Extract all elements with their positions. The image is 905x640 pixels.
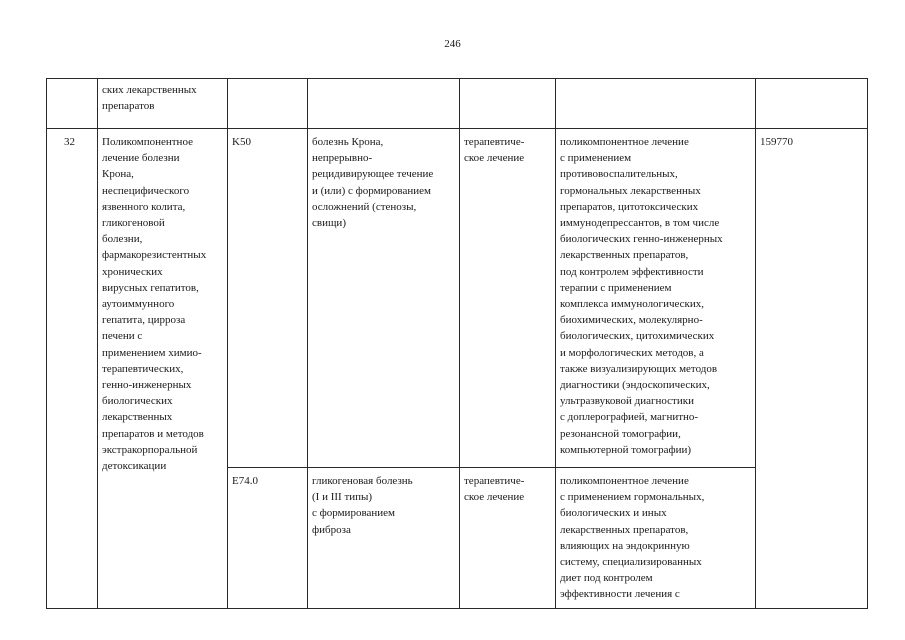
- col-border-4: [459, 78, 460, 609]
- method-cell: поликомпонентное лечение с применением гормональных, биологических и иных лекарственных препаратов, влияющих на эндокринную систему, специализированных диет под контролем эффективности лечения с: [560, 475, 705, 601]
- col-border-1: [97, 78, 98, 609]
- table-bottom-border: [46, 608, 868, 609]
- col-border-6: [755, 78, 756, 609]
- price-cell: 159770: [760, 136, 793, 148]
- row-divider: [46, 128, 868, 129]
- table-top-border: [46, 78, 868, 79]
- disease-cell: болезнь Крона, непрерывно- рецидивирующее течение и (или) с формированием осложнений (стенозы, свищи): [312, 136, 434, 230]
- treatment-type-cell: терапевтиче- ское лечение: [464, 475, 525, 504]
- col-border-2: [227, 78, 228, 609]
- page-number: 246: [444, 38, 461, 50]
- col-border-5: [555, 78, 556, 609]
- icd-code-cell: K50: [232, 136, 251, 148]
- method-cell: поликомпонентное лечение с применением противовоспалительных, гормональных лекарственных препаратов, цитотоксических иммунодепрессантов, в том числе биологических генно-инженерных лекарственных препаратов, под контролем эффективности терапии с применением комплекса иммунологических, биохимических, молекулярно- биологических, цитохимических и морфологических методов, а также визуализирующих методов диагностики (эндоскопических, ультразвуковой диагностики с доплерографией, магнитно- резонансной томографии, компьютерной томографии): [560, 136, 723, 456]
- col-border-3: [307, 78, 308, 609]
- icd-code-cell: E74.0: [232, 475, 258, 487]
- disease-cell: гликогеновая болезнь (I и III типы) с формированием фиброза: [312, 475, 413, 536]
- treatment-type-cell: терапевтиче- ское лечение: [464, 136, 525, 165]
- col-border-left: [46, 78, 47, 609]
- treatment-name-cell: Поликомпонентное лечение болезни Крона, неспецифического язвенного колита, гликогеновой болезни, фармакорезистентных хронических вирусных гепатитов, аутоиммунного гепатита, цирроза печени с применением химио- терапевтических, генно-инженерных биологических лекарственных препаратов и методов экстракорпоральной детоксикации: [102, 136, 207, 473]
- continuation-name-cell: ских лекарственных препаратов: [102, 84, 197, 113]
- col-border-right: [867, 78, 868, 609]
- row-number-cell: 32: [64, 136, 75, 148]
